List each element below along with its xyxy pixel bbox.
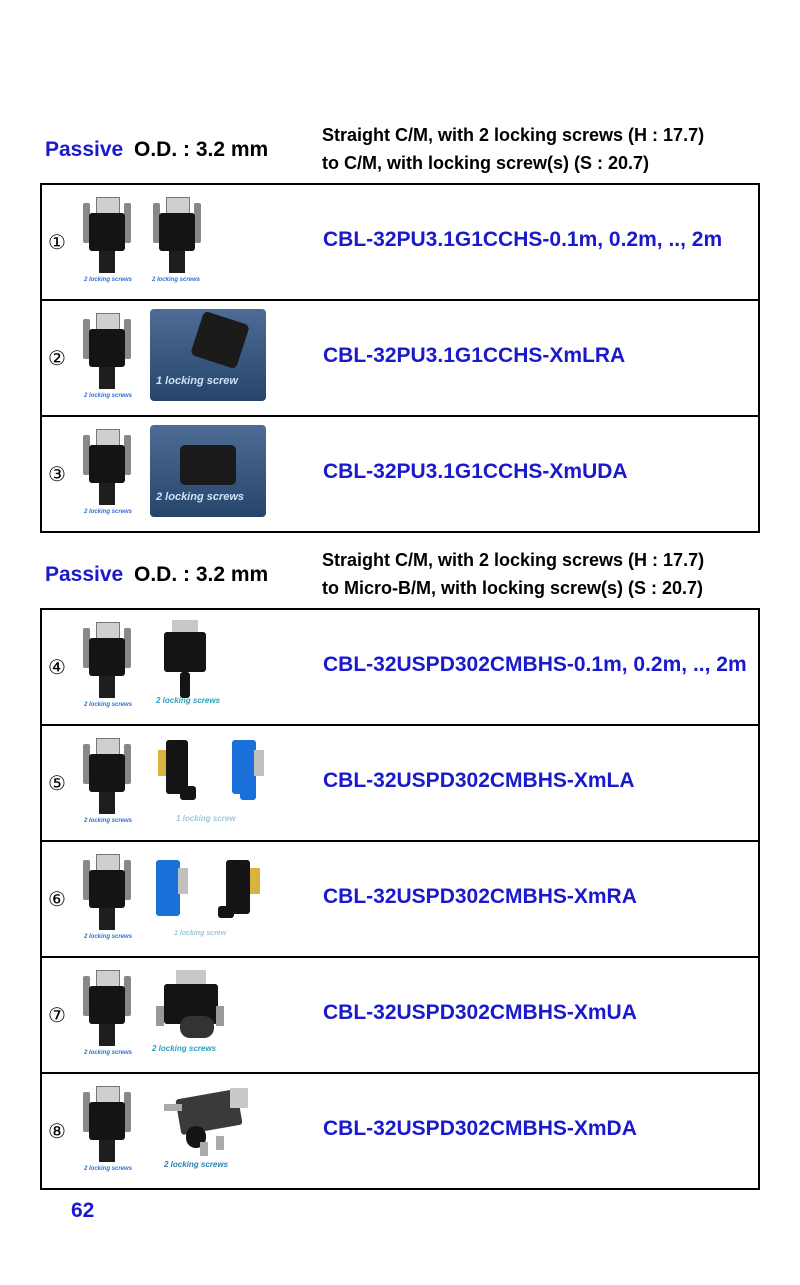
model-number: CBL-32USPD302CMBHS-XmLA — [323, 769, 635, 792]
table-row — [42, 610, 758, 726]
cable-table-1 — [40, 183, 760, 533]
connector-caption: 2 locking screws — [84, 509, 133, 515]
cable-table-2 — [40, 608, 760, 1190]
page-number: 62 — [71, 1199, 95, 1222]
passive-label: Passive — [45, 138, 124, 161]
left-angle-micro-b-connector-image — [158, 740, 278, 812]
straight-c-connector-image — [82, 618, 132, 700]
straight-c-connector-image — [82, 966, 132, 1048]
connector-caption: 2 locking screws — [164, 1160, 229, 1169]
model-number: CBL-32PU3.1G1CCHS-XmLRA — [323, 344, 626, 367]
model-number: CBL-32USPD302CMBHS-XmRA — [323, 885, 637, 908]
table-row — [42, 842, 758, 958]
connector-caption: 2 locking screws — [152, 1044, 217, 1053]
description-line-1: Straight C/M, with 2 locking screws (H : 17.7) — [322, 550, 705, 570]
passive-label: Passive — [45, 563, 124, 586]
outer-diameter: O.D. : 3.2 mm — [134, 563, 269, 586]
up-down-angle-c-connector-photo — [150, 425, 266, 517]
straight-c-connector-image — [82, 425, 132, 507]
row-number: ④ — [48, 657, 66, 679]
description-line-2: to C/M, with locking screw(s) (S : 20.7) — [322, 153, 650, 173]
connector-caption: 1 locking screw — [176, 814, 236, 823]
straight-c-connector-image — [82, 734, 132, 816]
section-1-header — [40, 121, 760, 181]
connector-caption: 2 locking screws — [152, 277, 201, 283]
model-number: CBL-32PU3.1G1CCHS-XmUDA — [323, 460, 628, 483]
straight-c-connector-image — [152, 193, 202, 275]
straight-micro-b-connector-image — [156, 620, 220, 700]
model-number: CBL-32USPD302CMBHS-XmUA — [323, 1001, 637, 1024]
connector-caption: 1 locking screw — [174, 930, 227, 937]
section-2-header — [40, 546, 760, 606]
right-angle-c-connector-photo — [150, 309, 266, 401]
model-number: CBL-32USPD302CMBHS-XmDA — [323, 1117, 637, 1140]
row-number: ⑥ — [48, 889, 66, 911]
connector-caption: 2 locking screws — [156, 491, 245, 503]
section-description — [322, 546, 704, 602]
outer-diameter: O.D. : 3.2 mm — [134, 138, 269, 161]
row-number: ⑦ — [48, 1005, 66, 1027]
connector-caption: 2 locking screws — [84, 1166, 133, 1172]
model-number: CBL-32PU3.1G1CCHS-0.1m, 0.2m, .., 2m — [323, 228, 723, 251]
row-number: ③ — [48, 464, 66, 486]
table-row — [42, 726, 758, 842]
straight-c-connector-image — [82, 193, 132, 275]
down-angle-micro-b-connector-image — [160, 1086, 256, 1156]
section-description — [322, 121, 704, 177]
table-row — [42, 301, 758, 417]
up-angle-micro-b-connector-image — [154, 970, 234, 1046]
connector-caption: 2 locking screws — [84, 818, 133, 824]
table-row — [42, 185, 758, 301]
table-row — [42, 1074, 758, 1188]
right-angle-micro-b-connector-image — [154, 856, 274, 928]
straight-c-connector-image — [82, 309, 132, 391]
description-line-2: to Micro-B/M, with locking screw(s) (S : 20.7) — [322, 578, 704, 598]
connector-caption: 2 locking screws — [84, 934, 133, 940]
row-number: ⑤ — [48, 773, 66, 795]
straight-c-connector-image — [82, 850, 132, 932]
connector-caption: 2 locking screws — [84, 393, 133, 399]
model-number: CBL-32USPD302CMBHS-0.1m, 0.2m, .., 2m — [323, 653, 747, 676]
description-line-1: Straight C/M, with 2 locking screws (H : 17.7) — [322, 125, 705, 145]
row-number: ① — [48, 232, 66, 254]
connector-caption: 1 locking screw — [156, 375, 238, 387]
connector-caption: 2 locking screws — [84, 1050, 133, 1056]
table-row — [42, 958, 758, 1074]
connector-caption: 2 locking screws — [84, 277, 133, 283]
connector-caption: 2 locking screws — [84, 702, 133, 708]
row-number: ② — [48, 348, 66, 370]
row-number: ⑧ — [48, 1121, 66, 1143]
table-row — [42, 417, 758, 531]
straight-c-connector-image — [82, 1082, 132, 1164]
connector-caption: 2 locking screws — [156, 696, 221, 705]
